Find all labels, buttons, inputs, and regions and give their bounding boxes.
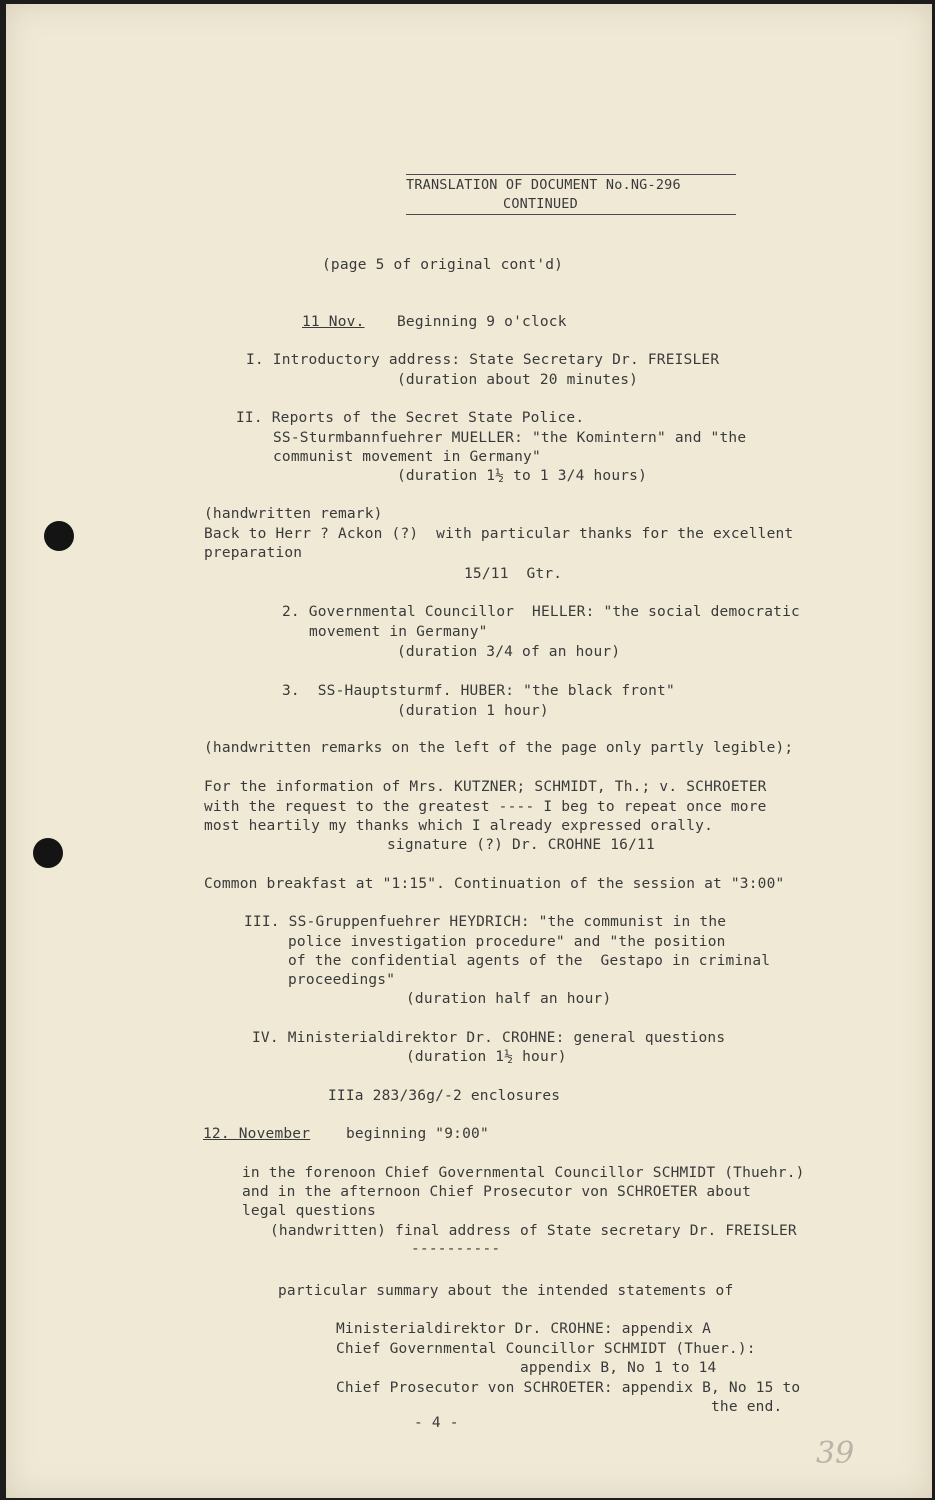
title-rule-top bbox=[406, 174, 736, 175]
distribution-note-1: For the information of Mrs. KUTZNER; SCHMIDT, Th.; v. SCHROETER bbox=[204, 779, 767, 795]
begin-time-nov-12: beginning "9:00" bbox=[346, 1126, 489, 1142]
appendix-a-line: Ministerialdirektor Dr. CROHNE: appendix A bbox=[336, 1321, 712, 1337]
appendix-b-line-1-cont: appendix B, No 1 to 14 bbox=[520, 1360, 717, 1376]
date-heading-nov-12: 12. November bbox=[203, 1126, 311, 1142]
handwritten-remark-text-cont: preparation bbox=[204, 545, 303, 561]
page-number: - 4 - bbox=[414, 1415, 459, 1431]
appendix-b-line-2-cont: the end. bbox=[711, 1399, 783, 1415]
document-page bbox=[6, 4, 932, 1498]
agenda-item-4-duration: (duration 1½ hour) bbox=[406, 1049, 567, 1065]
agenda-item-2-sub-3: 3. SS-Hauptsturmf. HUBER: "the black front" bbox=[282, 683, 675, 699]
agenda-item-1-duration: (duration about 20 minutes) bbox=[397, 372, 639, 388]
agenda-item-3-duration: (duration half an hour) bbox=[406, 991, 612, 1007]
handwritten-remarks-left-label: (handwritten remarks on the left of the page only partly legible); bbox=[204, 740, 794, 756]
file-reference: IIIa 283/36g/-2 enclosures bbox=[328, 1088, 561, 1104]
breakfast-note: Common breakfast at "1:15". Continuation of the session at "3:00" bbox=[204, 876, 785, 892]
agenda-item-3: III. SS-Gruppenfuehrer HEYDRICH: "the communist in the bbox=[244, 914, 727, 930]
distribution-signature: signature (?) Dr. CROHNE 16/11 bbox=[387, 837, 655, 853]
nov-12-text-1: in the forenoon Chief Governmental Councillor SCHMIDT (Thuehr.) bbox=[242, 1165, 805, 1181]
begin-time-nov-11: Beginning 9 o'clock bbox=[397, 314, 567, 330]
handwritten-remark-label: (handwritten remark) bbox=[204, 506, 383, 522]
punch-hole-bottom bbox=[33, 838, 63, 868]
summary-heading: particular summary about the intended statements of bbox=[278, 1283, 734, 1299]
date-heading-nov-11: 11 Nov. bbox=[302, 314, 365, 330]
handwritten-remark-text: Back to Herr ? Ackon (?) with particular thanks for the excellent bbox=[204, 526, 794, 542]
separator-dashes: ---------- bbox=[411, 1241, 501, 1257]
agenda-item-2-sub-2-duration: (duration 3/4 of an hour) bbox=[397, 644, 621, 660]
appendix-b-line-1: Chief Governmental Councillor SCHMIDT (Thuer.): bbox=[336, 1341, 756, 1357]
agenda-item-3-cont-2: of the confidential agents of the Gestapo in criminal bbox=[288, 953, 771, 969]
handwritten-remark-date: 15/11 Gtr. bbox=[464, 566, 563, 582]
nov-12-text-3: legal questions bbox=[242, 1203, 376, 1219]
agenda-item-3-cont-1: police investigation procedure" and "the position bbox=[288, 934, 726, 950]
title-rule-bottom bbox=[406, 214, 736, 215]
agenda-item-1: I. Introductory address: State Secretary Dr. FREISLER bbox=[246, 352, 720, 368]
agenda-item-2-speaker: SS-Sturmbannfuehrer MUELLER: "the Komintern" and "the bbox=[273, 430, 747, 446]
nov-12-text-2: and in the afternoon Chief Prosecutor von SCHROETER about bbox=[242, 1184, 751, 1200]
agenda-item-2-sub-2: 2. Governmental Councillor HELLER: "the social democratic bbox=[282, 604, 800, 620]
punch-hole-top bbox=[44, 521, 74, 551]
distribution-note-3: most heartily my thanks which I already expressed orally. bbox=[204, 818, 713, 834]
appendix-b-line-2: Chief Prosecutor von SCHROETER: appendix B, No 15 to bbox=[336, 1380, 801, 1396]
agenda-item-2-topic: communist movement in Germany" bbox=[273, 449, 541, 465]
title-line-2: CONTINUED bbox=[503, 196, 578, 212]
agenda-item-2: II. Reports of the Secret State Police. bbox=[236, 410, 585, 426]
title-line-1: TRANSLATION OF DOCUMENT No.NG-296 bbox=[406, 177, 681, 193]
page-reference: (page 5 of original cont'd) bbox=[322, 257, 564, 273]
nov-12-final-address: (handwritten) final address of State secretary Dr. FREISLER bbox=[270, 1223, 797, 1239]
agenda-item-3-cont-3: proceedings" bbox=[288, 972, 396, 988]
agenda-item-2-duration: (duration 1½ to 1 3/4 hours) bbox=[397, 468, 648, 484]
agenda-item-4: IV. Ministerialdirektor Dr. CROHNE: general questions bbox=[252, 1030, 726, 1046]
distribution-note-2: with the request to the greatest ---- I beg to repeat once more bbox=[204, 799, 767, 815]
agenda-item-2-sub-2-cont: movement in Germany" bbox=[309, 624, 488, 640]
agenda-item-2-sub-3-duration: (duration 1 hour) bbox=[397, 703, 549, 719]
pencil-folio-number: 39 bbox=[816, 1436, 855, 1471]
